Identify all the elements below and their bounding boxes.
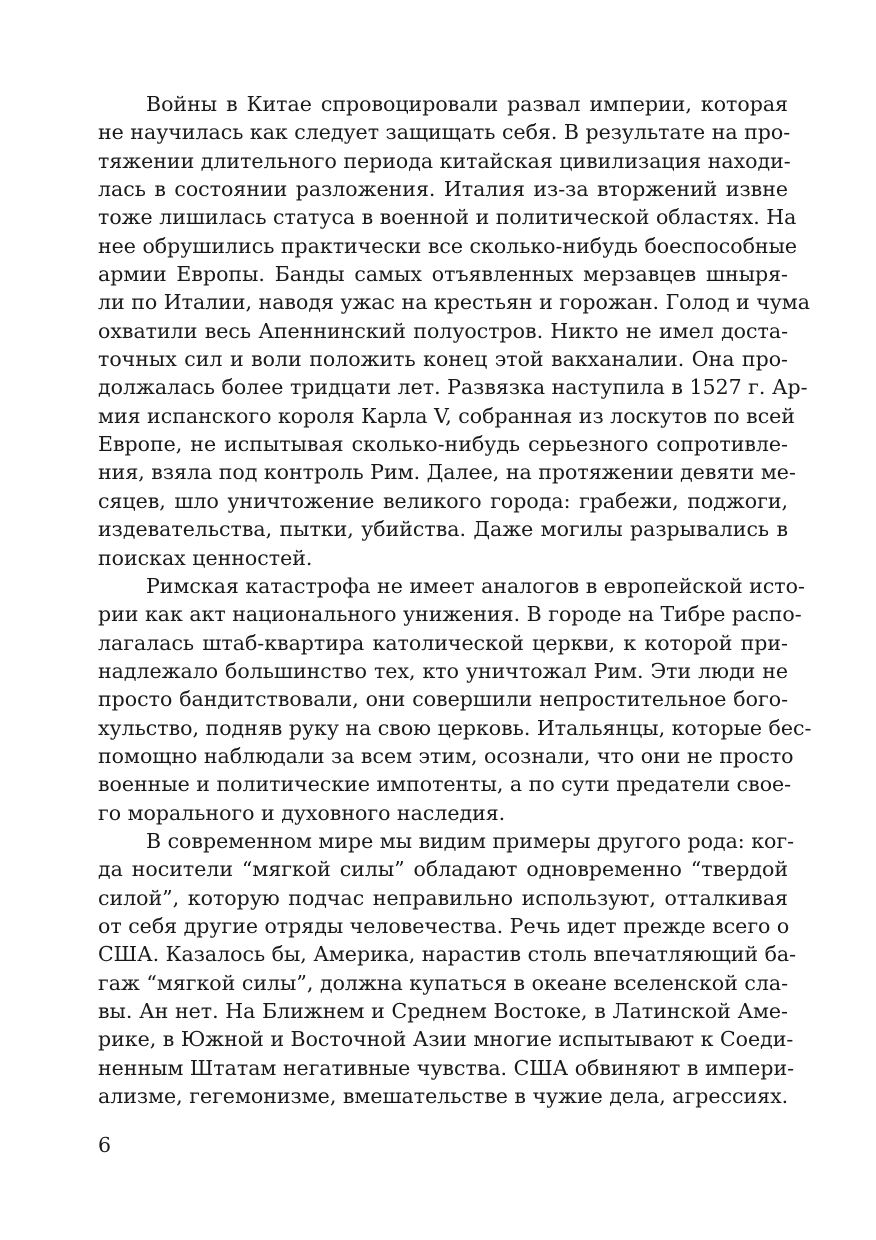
text-line: Европе, не испытывая сколько-нибудь серьезного сопротивле- <box>98 432 788 457</box>
text-line: сяцев, шло уничтожение великого города: грабежи, поджоги, <box>98 488 788 513</box>
text-line: тоже лишилась статуса в военной и политической областях. На <box>98 205 797 230</box>
text-line: должалась более тридцати лет. Развязка наступила в 1527 г. Ар- <box>98 375 808 400</box>
text-line: просто бандитствовали, они совершили непростительное бого- <box>98 687 788 712</box>
text-line: от себя другие отряды человечества. Речь идет прежде всего о <box>98 913 790 938</box>
text-line: гаж “мягкой силы”, должна купаться в океане вселенской сла- <box>98 970 788 995</box>
text-line: охватили весь Апеннинский полуостров. Никто не имел доста- <box>98 318 788 343</box>
text-line: вы. Ан нет. На Ближнем и Среднем Востоке, в Латинской Аме- <box>98 999 788 1023</box>
text-line: тяжении длительного периода китайская цивилизация находи- <box>98 148 791 173</box>
text-line: нее обрушились практически все сколько-нибудь боеспособные <box>98 233 798 258</box>
text-line: ли по Италии, наводя ужас на крестьян и горожан. Голод и чума <box>98 290 810 315</box>
text-line: помощно наблюдали за всем этим, осознали, что они не просто <box>98 743 794 768</box>
text-line: лагалась штаб-квартира католической церкви, к которой при- <box>98 630 788 655</box>
text-line: рике, в Южной и Восточной Азии многие испытывают к Соеди- <box>98 1027 794 1052</box>
text-line: хульство, подняв руку на свою церковь. Итальянцы, которые бес- <box>98 715 812 740</box>
text-line: ализме, гегемонизме, вмешательстве в чужие дела, агрессиях. <box>98 1084 789 1109</box>
text-line: ненным Штатам негативные чувства. США обвиняют в импери- <box>98 1055 795 1080</box>
text-line: издевательства, пытки, убийства. Даже могилы разрывались в <box>98 517 788 542</box>
text-line: рии как акт национального унижения. В городе на Тибре распо- <box>98 602 802 627</box>
text-line: ния, взяла под контроль Рим. Далее, на протяжении девяти ме- <box>98 460 796 485</box>
text-line: поисках ценностей. <box>98 545 313 570</box>
text-line: не научилась как следует защищать себя. В результате на про- <box>98 120 791 145</box>
text-line: Римская катастрофа не имеет аналогов в европейской исто- <box>146 573 805 598</box>
text-line: силой”, которую подчас неправильно используют, отталкивая <box>98 885 788 910</box>
text-line: надлежало большинство тех, кто уничтожал Рим. Эти люди не <box>98 658 788 683</box>
text-line: США. Казалось бы, Америка, нарастив столь впечатляющий ба- <box>98 942 797 967</box>
text-line: точных сил и воли положить конец этой вакханалии. Она про- <box>98 347 788 372</box>
text-line: лась в состоянии разложения. Италия из-за вторжений извне <box>98 177 788 202</box>
text-line: го морального и духовного наследия. <box>98 800 506 825</box>
text-line: армии Европы. Банды самых отъявленных мерзавцев шныря- <box>98 262 788 287</box>
body-text <box>98 90 812 1110</box>
text-line: да носители “мягкой силы” обладают одновременно “твердой <box>98 857 788 882</box>
text-line: военные и политические импотенты, а по сути предатели свое- <box>98 772 792 797</box>
page-number: 6 <box>98 1133 112 1157</box>
text-line: В современном мире мы видим примеры другого рода: ког- <box>146 828 795 853</box>
text-line: Войны в Китае спровоцировали развал империи, которая <box>146 92 788 116</box>
text-line: мия испанского короля Карла V, собранная из лоскутов по всей <box>98 403 795 428</box>
